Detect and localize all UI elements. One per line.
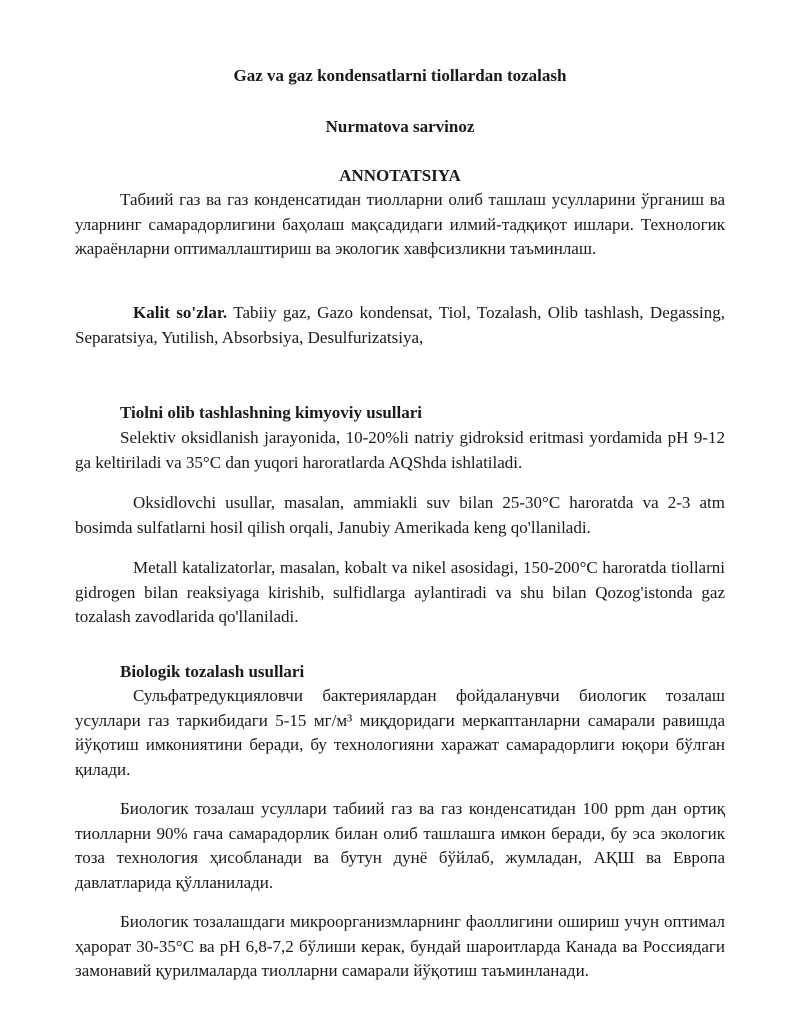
biological-paragraph-1: Сульфатредукцияловчи бактериялардан фойдаланувчи биологик тозалаш усуллари газ таркибидаги 5-15 мг/м³ миқдоридаги меркаптанларни самарали равишда йўқотиш имкониятини беради, бу технологияни харажат самарадорлиги юқори бўлган қилади. [75,686,725,779]
chemical-paragraph-2: Oksidlovchi usullar, masalan, ammiakli suv bilan 25-30°C haroratda va 2-3 atm bosimda sulfatlarni hosil qilish orqali, Janubiy Amerikada keng qo'llaniladi. [75,493,725,537]
biological-paragraph-3: Биологик тозалашдаги микроорганизмларнинг фаоллигини ошириш учун оптимал ҳарорат 30-35°C ва pH 6,8-7,2 бўлиши керак, бундай шароитларда Канада ва Россиядаги замонавий қурилмаларда тиолларни самарали йўқотиш таъминланади. [75,912,725,980]
annotation-paragraph: Табиий газ ва газ конденсатидан тиолларни олиб ташлаш усулларини ўрганиш ва уларнинг самарадорлигини баҳолаш мақсадидаги илмий-тадқиқот ишлари. Технологик жараёнларни оптималлаштириш ва экологик хавфсизликни таъминлаш. [75,190,725,258]
document-title: Gaz va gaz kondensatlarni tiollardan tozalash [233,66,567,85]
chemical-paragraph-3: Metall katalizatorlar, masalan, kobalt va nikel asosidagi, 150-200°C haroratda tiollarni gidrogen bilan reaksiyaga kirishib, sulfidlarga aylantiradi va shu bilan Qozog'istonda gaz tozalash zavodlarida qo'llaniladi. [75,558,725,626]
section-heading-biological: Biologik tozalash usullari [120,662,305,681]
annotation-heading: ANNOTATSIYA [339,166,461,185]
section-heading-chemical: Tiolni olib tashlashning kimyoviy usullari [120,403,423,422]
keywords-label: Kalit so'zlar. [133,303,228,322]
chemical-paragraph-1: Selektiv oksidlanish jarayonida, 10-20%li natriy gidroksid eritmasi yordamida pH 9-12 ga keltiriladi va 35°C dan yuqori haroratlarda AQShda ishlatiladi. [75,428,725,472]
author-name: Nurmatova sarvinoz [325,117,475,136]
keywords-paragraph [75,301,725,350]
keywords-text: Tabiiy gaz, Gazo kondensat, Tiol, Tozalash, Olib tashlash, Degassing, Separatsiya, Yutilish, Absorbsiya, Desulfurizatsiya, [75,303,725,347]
biological-paragraph-2: Биологик тозалаш усуллари табиий газ ва газ конденсатидан 100 ppm дан ортиқ тиолларни 90% гача самарадорлик билан олиб ташлашга имкон беради, бу эса экологик тоза технология ҳисобланади ва бутун дунё бўйлаб, жумладан, АҚШ ва Европа давлатларида қўлланилади. [75,799,725,892]
